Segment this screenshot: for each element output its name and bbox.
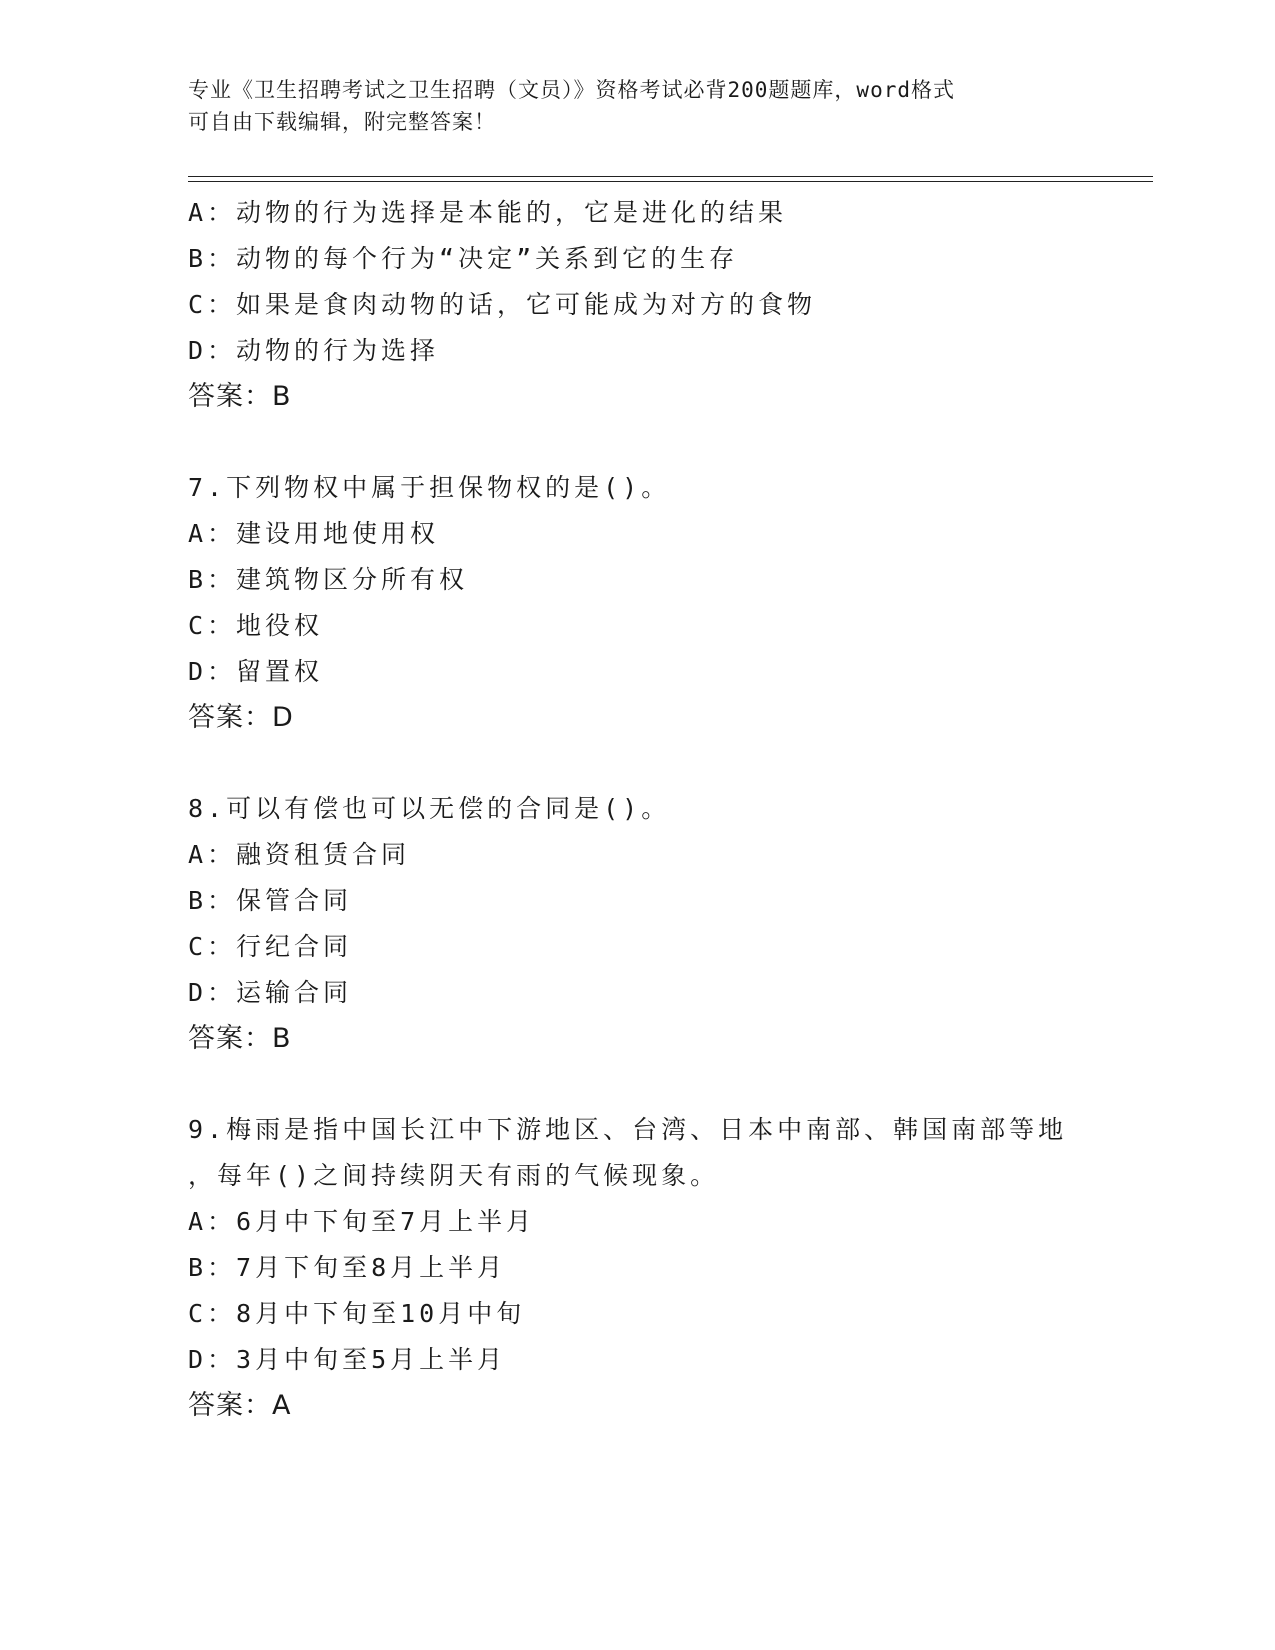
header-line-2: 可自由下载编辑，附完整答案！ xyxy=(188,110,496,134)
answer: 答案：D xyxy=(188,702,294,733)
question-6 xyxy=(188,190,1148,420)
spacer xyxy=(188,1062,1148,1107)
option-d: D：留置权 xyxy=(188,657,324,686)
option-b: B：动物的每个行为“决定”关系到它的生存 xyxy=(188,244,739,273)
option-a: A：建设用地使用权 xyxy=(188,519,440,548)
answer: 答案：A xyxy=(188,1390,292,1421)
header-rule-bottom xyxy=(188,181,1153,182)
option-a: A：动物的行为选择是本能的，它是进化的结果 xyxy=(188,198,788,227)
option-b: B：建筑物区分所有权 xyxy=(188,565,469,594)
option-a: A：融资租赁合同 xyxy=(188,840,411,869)
document-header xyxy=(188,74,1068,138)
question-8 xyxy=(188,786,1148,1062)
question-text-line-1: 9.梅雨是指中国长江中下游地区、台湾、日本中南部、韩国南部等地 xyxy=(188,1115,1068,1144)
question-list xyxy=(188,190,1148,1429)
option-b: B：保管合同 xyxy=(188,886,353,915)
option-d: D：运输合同 xyxy=(188,978,353,1007)
option-a: A：6月中下旬至7月上半月 xyxy=(188,1207,536,1236)
question-9 xyxy=(188,1107,1148,1429)
question-text: 7.下列物权中属于担保物权的是()。 xyxy=(188,473,671,502)
question-text-line-2: ，每年()之间持续阴天有雨的气候现象。 xyxy=(188,1161,720,1190)
header-line-1: 专业《卫生招聘考试之卫生招聘（文员）》资格考试必背200题题库，word格式 xyxy=(188,78,955,102)
spacer xyxy=(188,420,1148,465)
question-7 xyxy=(188,465,1148,741)
answer: 答案：B xyxy=(188,1023,292,1054)
spacer xyxy=(188,741,1148,786)
header-rule-top xyxy=(188,176,1153,177)
option-b: B：7月下旬至8月上半月 xyxy=(188,1253,507,1282)
option-d: D：3月中旬至5月上半月 xyxy=(188,1345,507,1374)
option-c: C：如果是食肉动物的话，它可能成为对方的食物 xyxy=(188,290,817,319)
option-c: C：行纪合同 xyxy=(188,932,353,961)
option-c: C：地役权 xyxy=(188,611,324,640)
option-d: D：动物的行为选择 xyxy=(188,336,440,365)
question-text: 8.可以有偿也可以无偿的合同是()。 xyxy=(188,794,671,823)
option-c: C：8月中下旬至10月中旬 xyxy=(188,1299,526,1328)
answer: 答案：B xyxy=(188,381,292,412)
